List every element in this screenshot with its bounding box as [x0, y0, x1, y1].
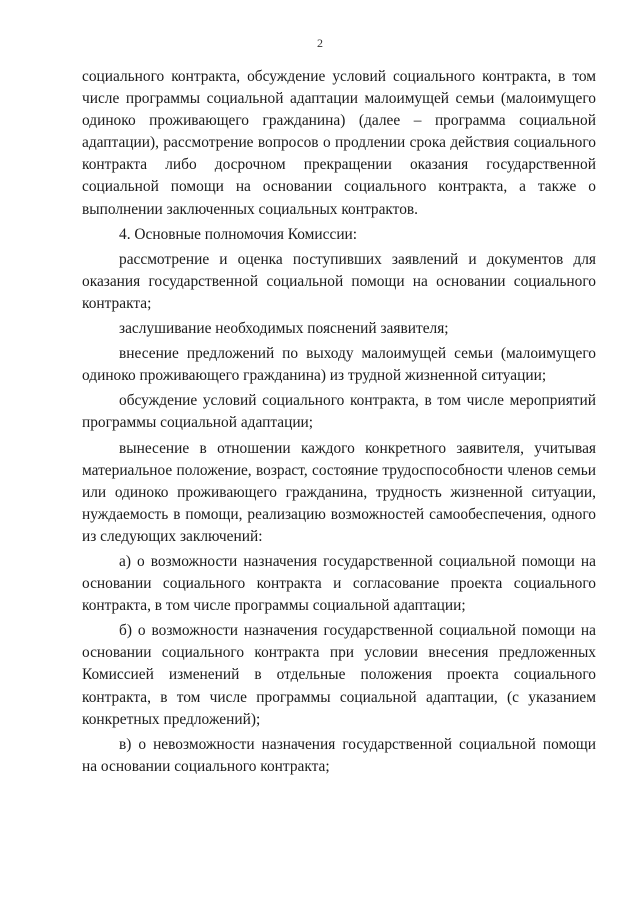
document-body	[82, 66, 596, 781]
paragraph-proposals: внесение предложений по выходу малоимущей семьи (малоимущего одиноко проживающего гражданина) из трудной жизненной ситуации;	[82, 345, 596, 385]
paragraph-option-b: б) о возможности назначения государственной социальной помощи на основании социального контракта при условии внесения предложенных Комиссией изменений в отдельные положения проекта социального контракта, в том числе программы социальной адаптации, (с указанием конкретных предложений);	[82, 622, 596, 728]
paragraph-review-applications: рассмотрение и оценка поступивших заявлений и документов для оказания государственной социальной помощи на основании социального контракта;	[82, 250, 596, 312]
page-number: 2	[317, 36, 323, 50]
paragraph-conclusion: вынесение в отношении каждого конкретного заявителя, учитывая материальное положение, возраст, состояние трудоспособности членов семьи или одиноко проживающего гражданина, трудность жизненной ситуации, нуждаемость в помощи, реализацию возможностей самообеспечения, одного из следующих заключений:	[82, 439, 596, 545]
paragraph-discussion: обсуждение условий социального контракта, в том числе мероприятий программы социальной адаптации;	[82, 392, 596, 432]
paragraph-hearing-explanations: заслушивание необходимых пояснений заявителя;	[119, 320, 449, 338]
section-heading-4: 4. Основные полномочия Комиссии:	[119, 225, 358, 243]
paragraph-continuation: социального контракта, обсуждение условий социального контракта, в том числе программы социальной адаптации малоимущей семьи (малоимущего одиноко проживающего гражданина) (далее – программа социальной адаптации), рассмотрение вопросов о продлении срока действия социального контракта либо досрочном прекращении оказания государственной социальной помощи на основании социального контракта, а также о выполнении заключенных социальных контрактов.	[82, 68, 596, 218]
paragraph-option-a: а) о возможности назначения государственной социальной помощи на основании социального контракта и согласование проекта социального контракта, в том числе программы социальной адаптации;	[82, 552, 596, 615]
paragraph-option-c: в) о невозможности назначения государственной социальной помощи на основании социального контракта;	[82, 735, 596, 775]
